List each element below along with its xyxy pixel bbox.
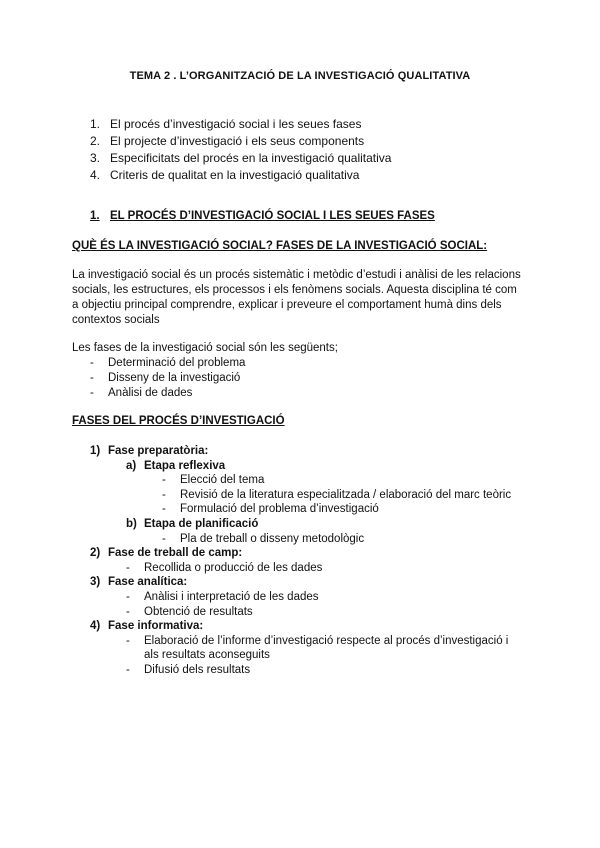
table-of-contents <box>90 116 391 184</box>
toc-item: 3. Especificitats del procés en la investigació qualitativa <box>90 151 392 165</box>
list-item: - Formulació del problema d’investigació <box>162 503 379 516</box>
list-item: - Anàlisi de dades <box>90 387 193 399</box>
list-item: - Difusió dels resultats <box>126 663 251 676</box>
list-item: - Determinació del problema <box>90 357 246 369</box>
subheading-what-is: QUÈ ÉS LA INVESTIGACIÓ SOCIAL? FASES DE LA INVESTIGACIÓ SOCIAL: <box>72 240 488 252</box>
list-item: - Elecció del tema <box>162 474 265 487</box>
subheading-phases: FASES DEL PROCÉS D’INVESTIGACIÓ <box>72 415 285 427</box>
section-heading: 1. EL PROCÉS D’INVESTIGACIÓ SOCIAL I LES SEUES FASES <box>90 210 435 222</box>
list-item: - Elaboració de l’informe d’investigació respecte al procés d’investigació i als resultats aconseguits <box>126 634 509 662</box>
list-item: - Pla de treball o disseny metodològic <box>162 532 365 545</box>
list-item: - Anàlisi i interpretació de les dades <box>126 590 319 603</box>
phase-heading: 4) Fase informativa: <box>90 620 204 633</box>
stage-heading: a) Etapa reflexiva <box>126 459 226 472</box>
list-item: - Obtenció de resultats <box>126 605 253 618</box>
toc-item: 1. El procés d’investigació social i les seues fases <box>90 117 362 131</box>
toc-item: 4. Criteris de qualitat en la investigació qualitativa <box>90 168 360 182</box>
phase-heading: 3) Fase analítica: <box>90 576 188 589</box>
toc-item: 2. El projecte d’investigació i els seus components <box>90 134 365 148</box>
phase-heading: 1) Fase preparatòria: <box>90 445 209 457</box>
definition-paragraph: La investigació social és un procés sistemàtic i metòdic d’estudi i anàlisi de les relacions socials, les estructures, els processos i els fenòmens socials. Aquesta disciplina té com a objectiu principal comprendre, explicar i preveure el comportament humà dins dels contextos socials <box>72 269 521 326</box>
phases-list <box>90 444 526 678</box>
phase-heading: 2) Fase de treball de camp: <box>90 547 243 560</box>
phases-short-list <box>90 356 245 401</box>
list-item: - Revisió de la literatura especialitzada / elaboració del marc teòric <box>162 488 512 501</box>
document-title: TEMA 2 . L’ORGANITZACIÓ DE LA INVESTIGACIÓ QUALITATIVA <box>129 70 471 82</box>
stage-heading: b) Etapa de planificació <box>126 517 259 530</box>
list-item: - Recollida o producció de les dades <box>126 561 323 574</box>
phases-intro: Les fases de la investigació social són les següents; <box>72 342 338 354</box>
list-item: - Disseny de la investigació <box>90 372 241 384</box>
